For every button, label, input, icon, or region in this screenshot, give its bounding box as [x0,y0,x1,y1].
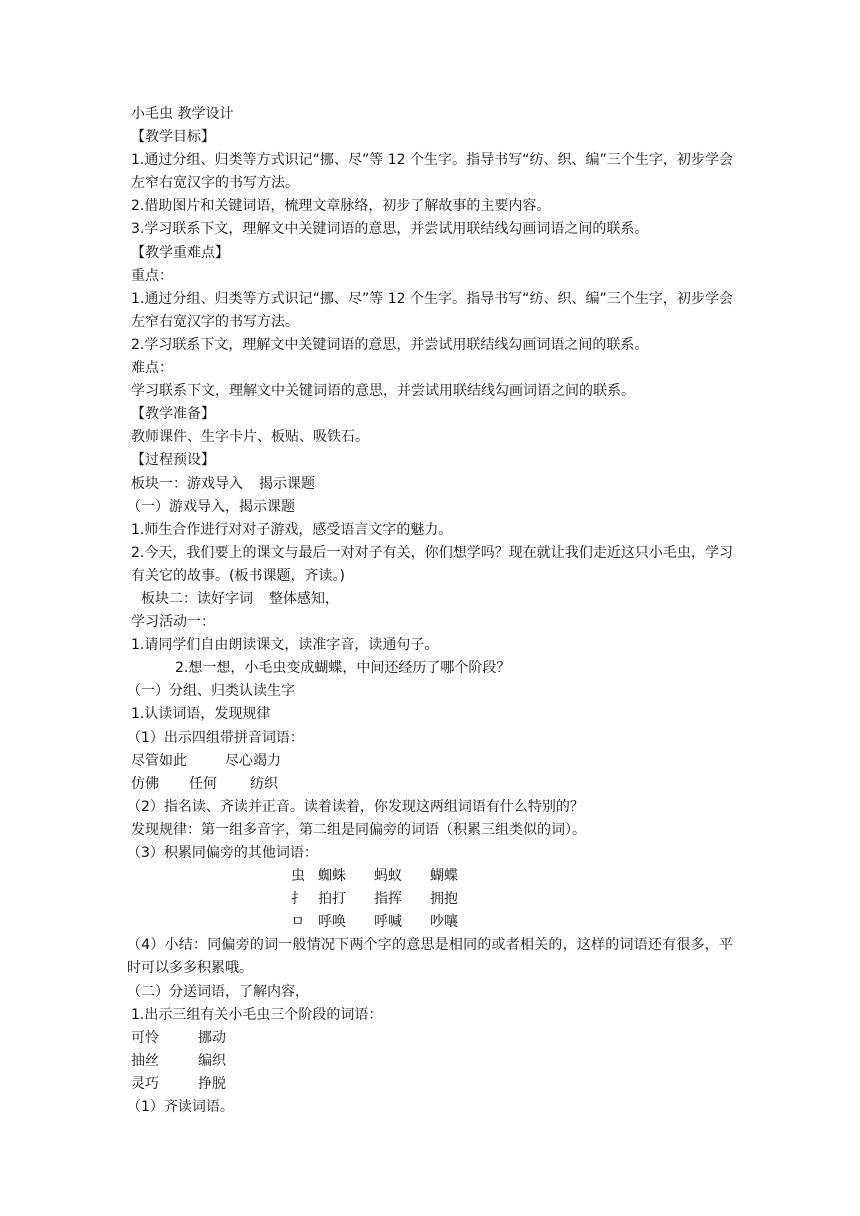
goal-2: 2.借助图片和关键词语，梳理文章脉络，初步了解故事的主要内容。 [131,198,551,215]
word: 呼唤 [318,914,346,931]
section-2-step-1: 1.出示三组有关小毛虫三个阶段的词语： [131,1006,383,1023]
word: 拍打 [318,891,346,908]
word: 呼喊 [374,914,402,931]
difficulty-label: 难点： [131,360,173,377]
para-1: 1.师生合作进行对对子游戏，感受语言文字的魅力。 [131,521,453,538]
word: 任何 [189,775,217,792]
word: 可怜 [131,1029,159,1046]
difficulty-1: 学习联系下文，理解文中关键词语的意思，并尝试用联结线勾画词语之间的联系。 [131,383,635,400]
word: 编织 [198,1052,226,1069]
section-2: （二）分送词语，了解内容， [127,983,309,1000]
stage-row [131,1027,733,1050]
prep-heading: 【教学准备】 [131,406,215,423]
section-2-step-1-1: （1）齐读词语。 [127,1099,234,1116]
group-step-1-1: （1）出示四组带拼音词语： [127,729,304,746]
group-step-1-4: （4）小结：同偏旁的词一般情况下两个字的意思是相同的或者相关的，这样的词语还有很多，平时可以多多积累哦。 [127,937,733,977]
goal-1: 1.通过分组、归类等方式识记“挪、尽”等 12 个生字。指导书写“纺、织、编”三个生字，初步学会左窄右宽汉字的书写方法。 [131,152,733,192]
word: 蚂蚁 [374,868,402,885]
radical-row [131,911,733,934]
block-1-subtitle: 揭示课题 [259,475,315,492]
word-row-2 [131,773,733,796]
stage-row [131,1073,733,1096]
activity-step-2: 2.想一想，小毛虫变成蝴蝶，中间还经历了哪个阶段？ [175,660,511,677]
group-step-1: 1.认读词语，发现规律 [131,706,271,723]
word: 蝴蝶 [430,868,458,885]
para-2: 2.今天，我们要上的课文与最后一对对子有关，你们想学吗？现在就让我们走近这只小毛虫，学习有关它的故事。(板书课题，齐读。) [131,544,733,584]
process-heading: 【过程预设】 [131,452,215,469]
radical: ㅁ [291,914,305,931]
key-label: 重点： [131,267,173,284]
goal-3: 3.学习联系下文，理解文中关键词语的意思，并尝试用联结线勾画词语之间的联系。 [131,221,649,238]
block-2-subtitle: 整体感知， [269,590,339,607]
word: 尽心竭力 [225,752,281,769]
radical: 虫 [291,868,305,885]
word: 纺织 [250,775,278,792]
word-row-1 [131,750,733,773]
group-step-1-3: （3）积累同偏旁的其他词语： [127,845,318,861]
group-step-1-2: （2）指名读、齐读并正音。读着读着，你发现这两组词语有什么特别的？ [127,798,584,815]
keypoints-heading: 【教学重难点】 [131,244,229,261]
word: 指挥 [374,891,402,908]
word: 挣脱 [198,1075,226,1092]
key-point-2: 2.学习联系下文，理解文中关键词语的意思，并尝试用联结线勾画词语之间的联系。 [131,336,649,353]
document-body [127,103,733,1119]
word: 吵嚷 [430,914,458,931]
word: 灵巧 [131,1075,159,1092]
radical-row [131,888,733,911]
goals-heading: 【教学目标】 [131,129,215,146]
block-1-title: 板块一：游戏导入 [131,475,243,492]
word: 尽管如此 [131,752,187,769]
block-2-title: 板块二：读好字词 [141,590,253,607]
activity-1-label: 学习活动一： [131,614,215,631]
word: 蜘蛛 [318,868,346,885]
word: 抽丝 [131,1052,159,1069]
section-1: （一）游戏导入，揭示课题 [127,498,295,515]
key-point-1: 1.通过分组、归类等方式识记“挪、尽”等 12 个生字。指导书写“纺、织、编”三个生字，初步学会左窄右宽汉字的书写方法。 [131,290,733,330]
block-2 [141,588,733,611]
stage-row [131,1050,733,1073]
radical-row [131,865,733,888]
activity-step-1: 1.请同学们自由朗读课文，读准字音，读通句子。 [131,637,439,654]
prep-text: 教师课件、生字卡片、板贴、吸铁石。 [131,429,369,446]
radical: 扌 [291,891,305,908]
block-1 [131,473,733,496]
word: 拥抱 [430,891,458,908]
section-group: （一）分组、归类认读生字 [127,683,295,700]
rule-text: 发现规律：第一组多音字，第二组是同偏旁的词语（积累三组类似的词）。 [131,821,586,838]
word: 挪动 [198,1029,226,1046]
word: 仿佛 [131,775,159,792]
doc-title: 小毛虫 教学设计 [131,106,234,122]
